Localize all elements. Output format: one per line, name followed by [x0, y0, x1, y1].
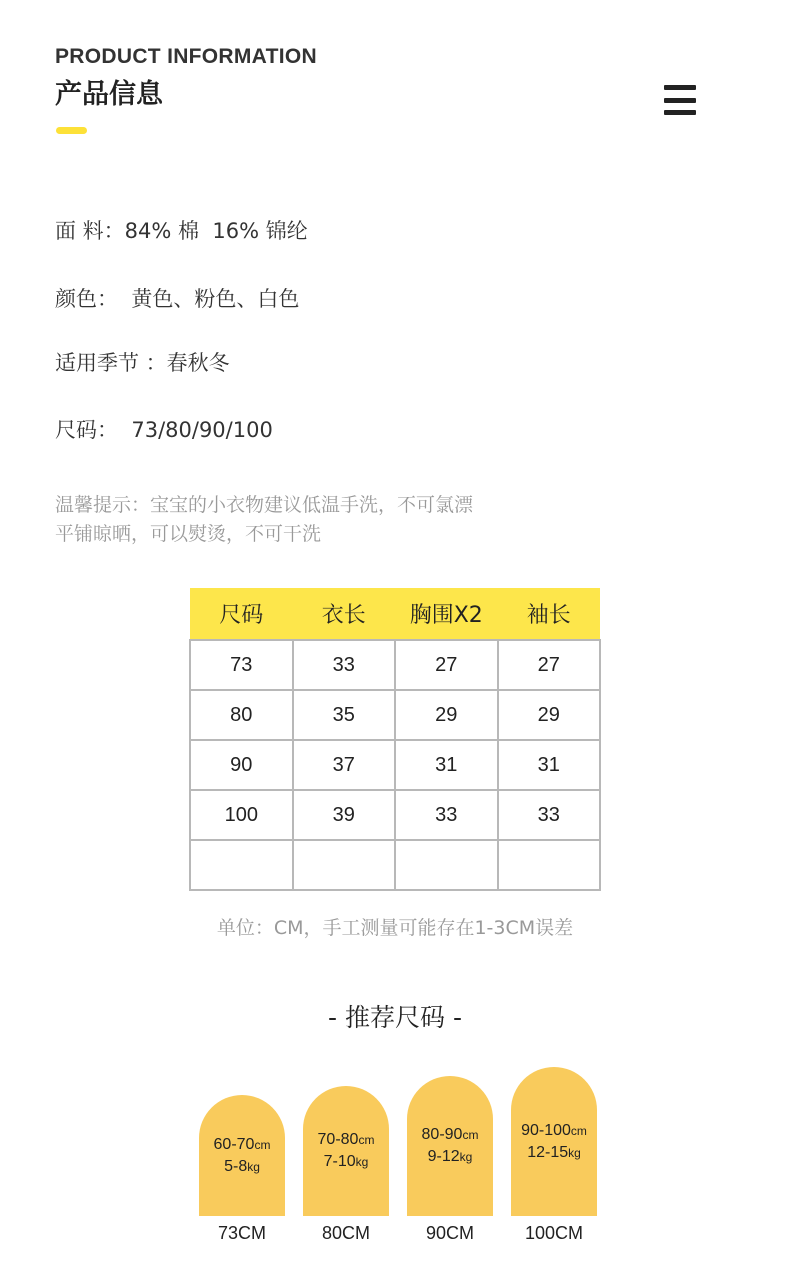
- table-cell: 29: [498, 690, 600, 740]
- badge-weight: 5-8: [224, 1157, 248, 1175]
- badge-height-unit: cm: [358, 1133, 375, 1147]
- table-cell: [293, 840, 395, 890]
- table-cell: 27: [395, 640, 498, 690]
- table-cell: 90: [190, 740, 293, 790]
- size-label: 80CM: [321, 1223, 370, 1243]
- table-cell: 29: [395, 690, 498, 740]
- badge-height-unit: cm: [570, 1123, 587, 1138]
- table-cell: 27: [498, 640, 600, 690]
- header-title-en: PRODUCT INFORMATION: [55, 45, 317, 68]
- spec-color: 颜色： 黄色、粉色、白色: [55, 287, 300, 311]
- table-header-cell: 尺码: [190, 588, 293, 640]
- table-cell: 100: [190, 790, 293, 840]
- table-cell: 37: [293, 740, 395, 790]
- care-tip-line-1: 温馨提示：宝宝的小衣物建议低温手洗，不可氯漂: [55, 494, 474, 516]
- size-label: 73CM: [217, 1223, 266, 1243]
- table-cell: 31: [498, 740, 600, 790]
- table-cell: 33: [395, 790, 498, 840]
- table-cell: [395, 840, 498, 890]
- badge-weight: 12-15: [527, 1143, 569, 1161]
- accent-bar: [56, 127, 87, 134]
- badge-height: 70-80: [317, 1131, 359, 1148]
- table-cell: 39: [293, 790, 395, 840]
- table-row: [190, 790, 600, 840]
- table-header-cell: 袖长: [498, 588, 600, 640]
- recommend-title: - 推荐尺码 -: [328, 1003, 462, 1032]
- table-cell: 33: [293, 640, 395, 690]
- badge-height: 90-100: [521, 1121, 571, 1139]
- badge-height-unit: cm: [254, 1137, 271, 1152]
- badge-weight-unit: kg: [459, 1150, 473, 1164]
- table-header-cell: 胸围X2: [395, 588, 498, 640]
- badge-weight-unit: kg: [355, 1155, 369, 1169]
- table-cell: 35: [293, 690, 395, 740]
- table-row: [190, 740, 600, 790]
- unit-note: 单位：CM，手工测量可能存在1-3CM误差: [216, 917, 574, 939]
- size-table: [189, 588, 601, 891]
- table-cell: 80: [190, 690, 293, 740]
- care-tip-line-2: 平铺晾晒，可以熨烫，不可干洗: [55, 523, 322, 545]
- size-badge-90: [407, 1076, 493, 1216]
- table-cell: 33: [498, 790, 600, 840]
- badge-height: 80-90: [421, 1126, 463, 1143]
- badge-height: 60-70: [213, 1135, 255, 1153]
- table-cell: [498, 840, 600, 890]
- table-row: [190, 690, 600, 740]
- badge-weight: 7-10: [323, 1153, 356, 1170]
- size-badge-100: [511, 1067, 597, 1216]
- spec-season: 适用季节 ：春秋冬: [55, 351, 230, 375]
- table-row: [190, 840, 600, 890]
- size-label: 90CM: [425, 1223, 474, 1243]
- table-row: [190, 640, 600, 690]
- table-header-cell: 衣长: [293, 588, 395, 640]
- menu-icon[interactable]: [664, 85, 696, 115]
- badge-height-unit: cm: [462, 1128, 479, 1142]
- badge-weight-unit: kg: [247, 1159, 260, 1174]
- table-cell: 31: [395, 740, 498, 790]
- badge-weight-unit: kg: [568, 1145, 581, 1160]
- size-label: 100CM: [524, 1223, 584, 1243]
- spec-size: 尺码： 73/80/90/100: [55, 418, 273, 442]
- table-cell: 73: [190, 640, 293, 690]
- spec-fabric: 面 料：84% 棉 16% 锦纶: [55, 219, 308, 243]
- table-header-row: [190, 588, 600, 640]
- table-cell: [190, 840, 293, 890]
- header-title-cn: 产品信息: [55, 79, 163, 110]
- badge-weight: 9-12: [427, 1148, 460, 1165]
- size-badge-80: [303, 1086, 389, 1216]
- size-badge-73: [199, 1095, 285, 1216]
